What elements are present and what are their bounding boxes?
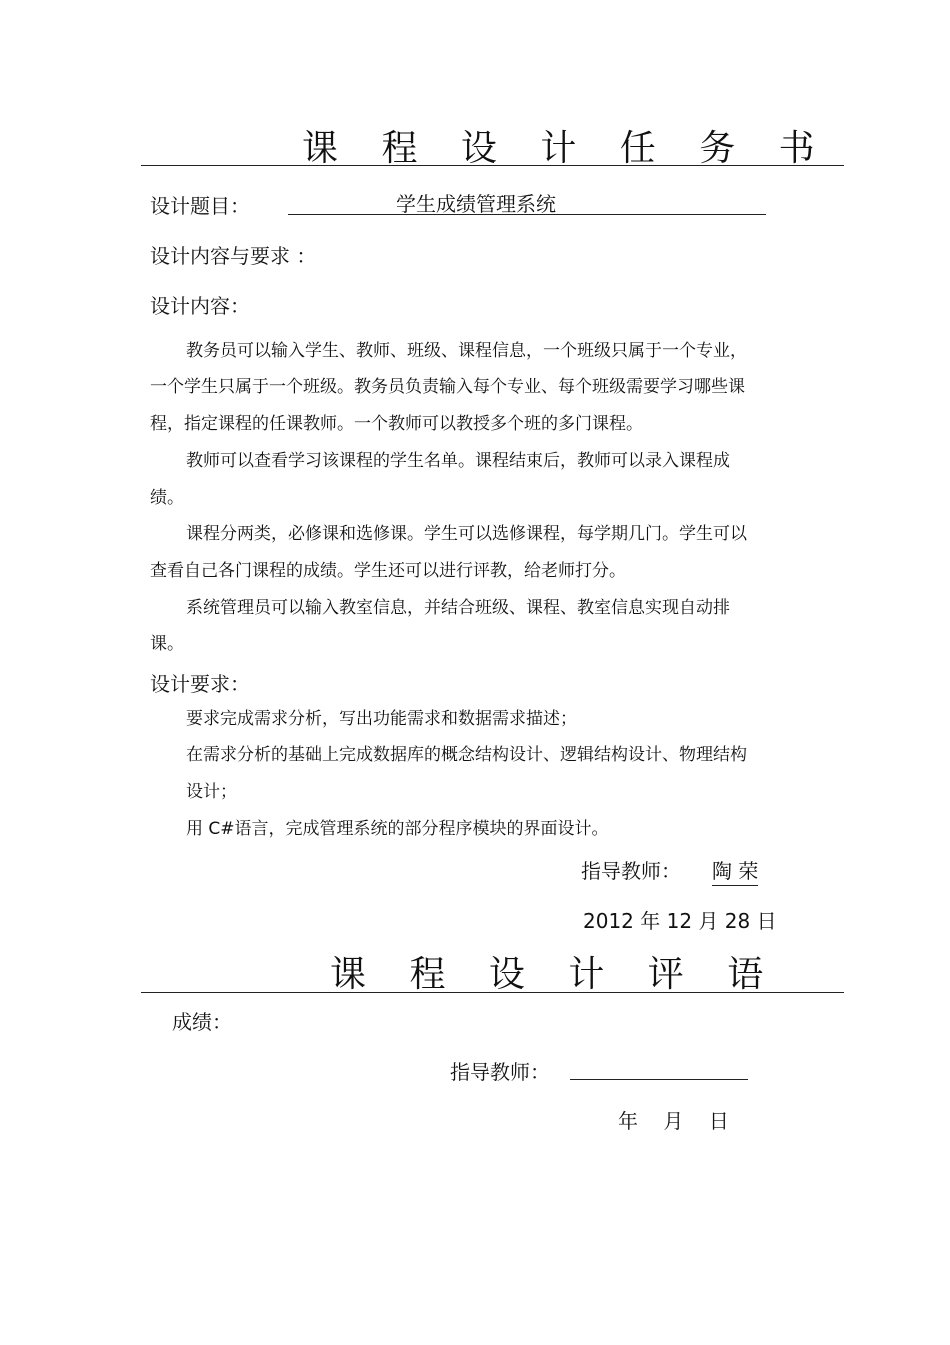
content-paragraph-3-line-1: 课程分两类，必修课和选修课。学生可以选修课程，每学期几门。学生可以 [186,524,747,544]
requirement-item-2-continued: 设计； [186,782,237,802]
supervisor-label: 指导教师： [581,859,681,883]
requirement-item-2: 在需求分析的基础上完成数据库的概念结构设计、逻辑结构设计、物理结构 [186,745,747,765]
requirement-item-3: 用 C#语言，完成管理系统的部分程序模块的界面设计。 [186,819,609,839]
supervisor-signature-line [570,1056,748,1080]
content-paragraph-1-line-2: 一个学生只属于一个班级。教务员负责输入每个专业、每个班级需要学习哪些课 [150,377,745,397]
content-paragraph-2-line-2: 绩。 [150,488,184,508]
content-paragraph-1-line-3: 程，指定课程的任课教师。一个教师可以教授多个班的多门课程。 [150,414,643,434]
content-label: 设计内容： [150,294,250,318]
task-sheet-title: 课 程 设 计 任 务 书 [302,128,831,169]
topic-value: 学生成绩管理系统 [396,192,556,216]
grade-label: 成绩： [172,1010,232,1034]
content-paragraph-3-line-2: 查看自己各门课程的成绩。学生还可以进行评教，给老师打分。 [150,561,626,581]
requirements-label: 设计要求： [150,672,250,696]
evaluation-divider [141,992,844,993]
title-divider [141,165,844,166]
evaluation-supervisor-label: 指导教师： [450,1060,550,1084]
evaluation-date-placeholder: 年 月 日 [618,1109,729,1133]
supervisor-name: 陶 荣 [712,855,758,886]
content-and-requirements-label: 设计内容与要求 ： [150,244,317,268]
evaluation-title: 课 程 设 计 评 语 [330,954,780,995]
requirement-item-1: 要求完成需求分析，写出功能需求和数据需求描述； [186,709,577,729]
content-paragraph-2-line-1: 教师可以查看学习该课程的学生名单。课程结束后，教师可以录入课程成 [186,451,730,471]
content-paragraph-4-line-1: 系统管理员可以输入教室信息，并结合班级、课程、教室信息实现自动排 [186,598,730,618]
content-paragraph-4-line-2: 课。 [150,634,184,654]
task-date: 2012 年 12 月 28 日 [583,909,777,933]
topic-label: 设计题目： [150,194,250,218]
content-paragraph-1-line-1: 教务员可以输入学生、教师、班级、课程信息，一个班级只属于一个专业， [186,341,747,361]
